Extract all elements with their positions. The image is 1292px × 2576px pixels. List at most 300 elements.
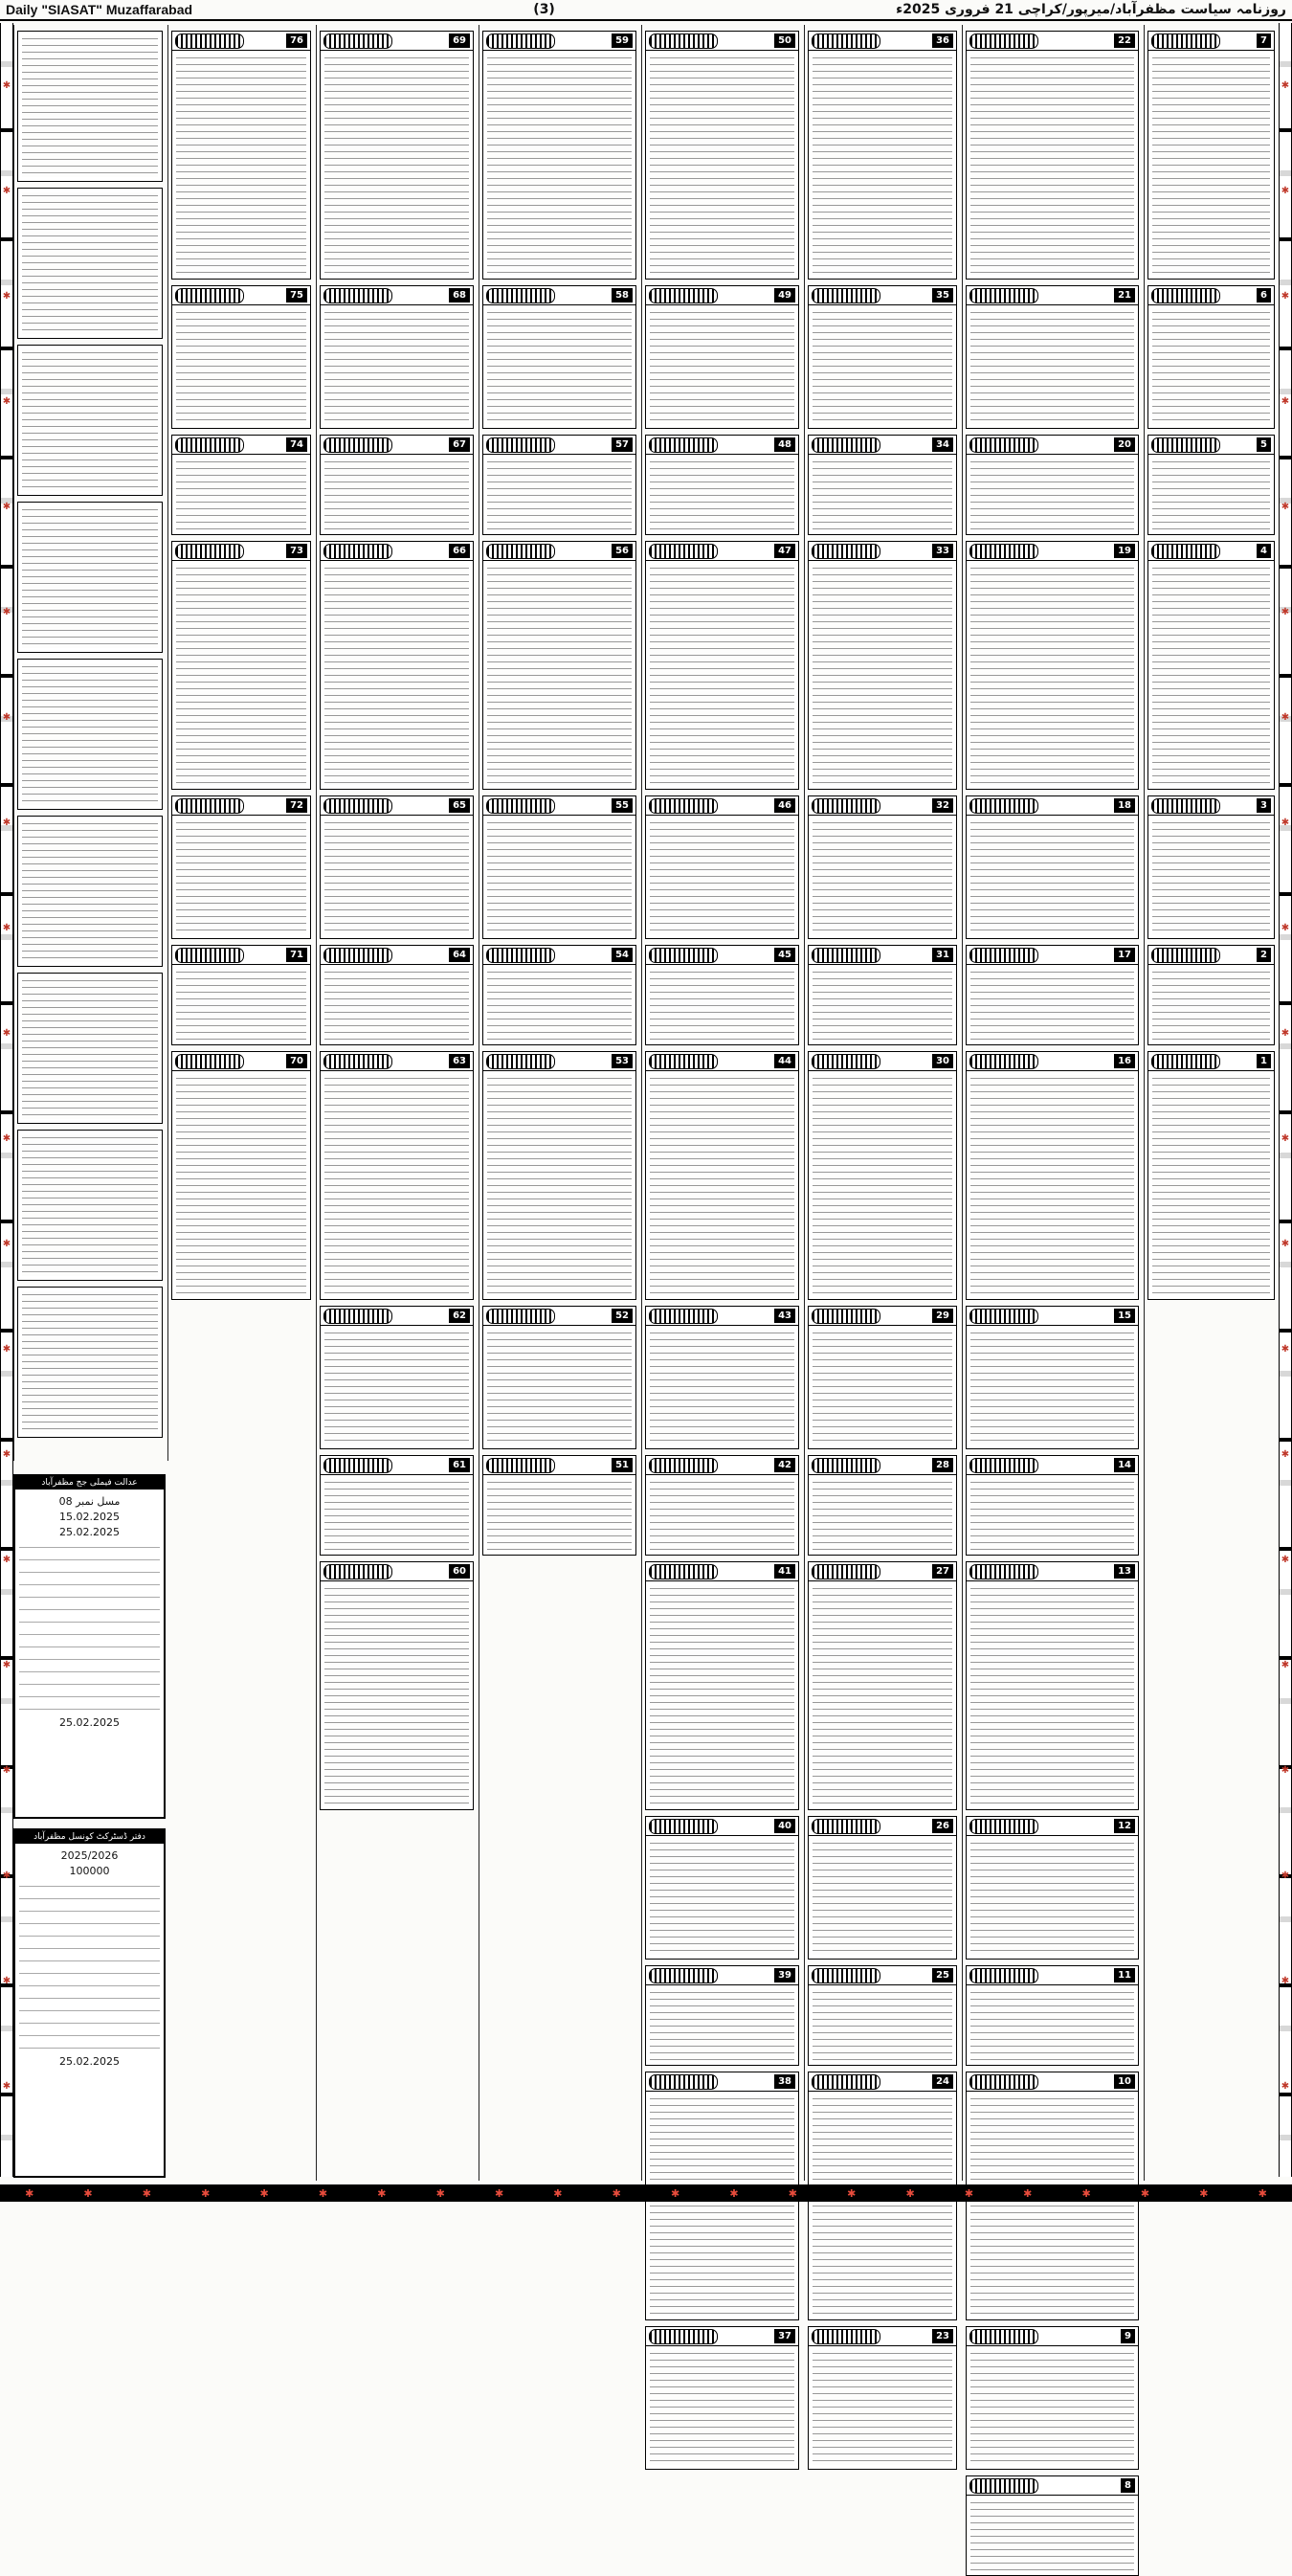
ad-number: 30 — [932, 1054, 953, 1068]
text-block-body — [22, 1134, 158, 1276]
ad-header — [321, 1052, 473, 1071]
ad-header — [172, 946, 310, 965]
siasat-logo-icon — [175, 34, 244, 49]
ad-body-text — [487, 819, 632, 934]
siasat-logo-icon — [1151, 437, 1220, 453]
ad-header — [967, 1966, 1138, 1985]
siasat-logo-icon — [812, 1564, 880, 1579]
star-ornament-icon: ✱ — [1281, 1870, 1290, 1881]
siasat-logo-icon — [812, 34, 880, 49]
ad-body-text — [176, 1075, 306, 1295]
ad-number: 67 — [449, 437, 470, 452]
classified-ad — [320, 795, 474, 939]
star-ornament-icon: ✱ — [494, 2186, 504, 2200]
ad-body-text — [813, 1479, 952, 1551]
siasat-logo-icon — [1151, 948, 1220, 963]
classified-ad — [1147, 795, 1275, 939]
siasat-logo-icon — [323, 544, 392, 559]
ad-header — [967, 436, 1138, 455]
siasat-logo-icon — [486, 544, 555, 559]
ad-header — [321, 32, 473, 51]
ad-number: 3 — [1257, 798, 1271, 813]
ad-number: 25 — [932, 1968, 953, 1982]
siasat-logo-icon — [812, 1819, 880, 1834]
classified-ad — [966, 795, 1139, 939]
classified-ad — [645, 2326, 799, 2470]
siasat-logo-icon — [486, 288, 555, 303]
classified-ad — [1147, 31, 1275, 280]
siasat-logo-icon — [486, 1054, 555, 1069]
classified-ad — [966, 541, 1139, 790]
classified-ad — [320, 285, 474, 429]
siasat-logo-icon — [649, 948, 718, 963]
classified-ad — [645, 1816, 799, 1960]
ad-body-text — [650, 969, 794, 1041]
ad-number: 48 — [774, 437, 795, 452]
text-block — [17, 816, 163, 967]
star-ornament-icon: ✱ — [1281, 186, 1290, 196]
star-ornament-icon: ✱ — [2, 1239, 11, 1249]
ad-header — [483, 436, 635, 455]
siasat-logo-icon — [649, 798, 718, 814]
ad-header — [321, 436, 473, 455]
siasat-logo-icon — [1151, 544, 1220, 559]
ad-header — [1148, 946, 1274, 965]
ad-number: 55 — [612, 798, 633, 813]
ad-body-text — [487, 309, 632, 424]
ad-body-text — [970, 565, 1134, 785]
ad-body-text — [650, 1330, 794, 1445]
text-block-body — [22, 192, 158, 334]
ad-header — [809, 32, 956, 51]
ad-header — [646, 32, 798, 51]
classified-ad — [645, 1561, 799, 1810]
star-ornament-icon: ✱ — [1281, 502, 1290, 512]
text-block-body — [22, 1291, 158, 1433]
notice-1-line: 15.02.2025 — [59, 1511, 120, 1523]
footer-decorative-strip — [0, 2184, 1292, 2202]
ad-body-text — [324, 459, 469, 530]
star-ornament-icon: ✱ — [435, 2186, 445, 2200]
ad-body-text — [487, 459, 632, 530]
ad-body-text — [813, 1330, 952, 1445]
ad-header — [483, 796, 635, 816]
ad-header — [646, 436, 798, 455]
page-number: (3) — [533, 2, 555, 17]
classified-ad — [966, 1561, 1139, 1810]
ad-body-text — [970, 1330, 1134, 1445]
ad-number: 40 — [774, 1819, 795, 1833]
column-1 — [1144, 25, 1278, 2181]
classified-ad — [320, 435, 474, 535]
column-7 — [167, 25, 314, 1461]
text-block — [17, 659, 163, 810]
star-ornament-icon: ✱ — [964, 2186, 974, 2200]
ad-number: 28 — [932, 1458, 953, 1472]
ad-body-text — [650, 1989, 794, 2061]
classified-ad — [808, 795, 957, 939]
ad-header — [809, 436, 956, 455]
star-ornament-icon: ✱ — [1281, 1976, 1290, 1986]
star-ornament-icon: ✱ — [2, 1344, 11, 1355]
ad-header — [967, 1456, 1138, 1475]
classified-ad — [645, 1051, 799, 1300]
ad-body-text — [176, 565, 306, 785]
ad-number: 70 — [286, 1054, 307, 1068]
classified-ad — [1147, 435, 1275, 535]
ad-number: 75 — [286, 288, 307, 302]
siasat-logo-icon — [175, 798, 244, 814]
ad-body-text — [176, 459, 306, 530]
ad-body-text — [324, 1330, 469, 1445]
ad-header — [967, 1817, 1138, 1836]
siasat-logo-icon — [649, 544, 718, 559]
classified-ad — [966, 1455, 1139, 1556]
star-ornament-icon: ✱ — [1281, 1555, 1290, 1565]
ad-body-text — [813, 2350, 952, 2465]
ad-number: 74 — [286, 437, 307, 452]
classified-ad — [808, 945, 957, 1045]
ad-number: 76 — [286, 34, 307, 48]
ad-number: 11 — [1114, 1968, 1135, 1982]
ad-body-text — [970, 55, 1134, 275]
court-notice-1 — [13, 1474, 166, 1819]
siasat-logo-icon — [969, 437, 1038, 453]
siasat-logo-icon — [812, 1054, 880, 1069]
ad-header — [646, 796, 798, 816]
ad-header — [967, 542, 1138, 561]
masthead — [0, 0, 1292, 21]
text-block — [17, 973, 163, 1124]
ad-number: 38 — [774, 2074, 795, 2089]
star-ornament-icon: ✱ — [729, 2186, 739, 2200]
siasat-logo-icon — [969, 544, 1038, 559]
ad-header — [172, 1052, 310, 1071]
classified-ad — [482, 31, 636, 280]
ad-body-text — [813, 459, 952, 530]
ad-body-text — [970, 1075, 1134, 1295]
classified-ad — [966, 435, 1139, 535]
ad-body-text — [650, 565, 794, 785]
ad-number: 19 — [1114, 544, 1135, 558]
ad-header — [646, 286, 798, 305]
siasat-logo-icon — [323, 1309, 392, 1324]
star-ornament-icon: ✱ — [1281, 396, 1290, 407]
ad-body-text — [650, 1840, 794, 1955]
star-ornament-icon: ✱ — [2, 2081, 11, 2092]
ad-header — [646, 542, 798, 561]
text-block — [17, 1130, 163, 1281]
siasat-logo-icon — [1151, 34, 1220, 49]
classified-ad — [966, 1816, 1139, 1960]
ad-number: 7 — [1257, 34, 1271, 48]
ad-number: 2 — [1257, 948, 1271, 962]
ad-number: 63 — [449, 1054, 470, 1068]
siasat-logo-icon — [649, 1309, 718, 1324]
ad-number: 47 — [774, 544, 795, 558]
ad-header — [967, 946, 1138, 965]
ad-body-text — [324, 1585, 469, 1805]
ad-body-text — [650, 55, 794, 275]
ad-body-text — [1152, 819, 1270, 934]
ad-number: 57 — [612, 437, 633, 452]
star-ornament-icon: ✱ — [1281, 291, 1290, 302]
star-ornament-icon: ✱ — [2, 396, 11, 407]
ad-header — [172, 32, 310, 51]
ad-body-text — [970, 969, 1134, 1041]
ad-body-text — [813, 1585, 952, 1805]
ad-header — [809, 1817, 956, 1836]
ad-header — [172, 286, 310, 305]
ad-header — [483, 946, 635, 965]
ad-number: 31 — [932, 948, 953, 962]
siasat-logo-icon — [649, 1819, 718, 1834]
classified-ad — [482, 435, 636, 535]
ad-body-text — [650, 1075, 794, 1295]
ad-number: 68 — [449, 288, 470, 302]
ad-body-text — [324, 55, 469, 275]
siasat-logo-icon — [969, 2478, 1038, 2494]
text-block-body — [22, 35, 158, 177]
ad-number: 8 — [1121, 2478, 1135, 2493]
ad-number: 50 — [774, 34, 795, 48]
ad-number: 65 — [449, 798, 470, 813]
classified-ad — [966, 2475, 1139, 2576]
ad-body-text — [650, 1585, 794, 1805]
siasat-logo-icon — [323, 1458, 392, 1473]
ad-body-text — [1152, 1075, 1270, 1295]
classified-ad — [482, 1306, 636, 1449]
ad-body-text — [650, 459, 794, 530]
star-ornament-icon: ✱ — [377, 2186, 387, 2200]
ad-number: 34 — [932, 437, 953, 452]
ad-header — [1148, 436, 1274, 455]
ad-header — [646, 1562, 798, 1581]
siasat-logo-icon — [649, 2074, 718, 2090]
text-block-body — [22, 506, 158, 648]
ad-body-text — [813, 969, 952, 1041]
star-ornament-icon: ✱ — [83, 2186, 93, 2200]
siasat-logo-icon — [486, 798, 555, 814]
siasat-logo-icon — [649, 1458, 718, 1473]
ad-body-text — [970, 819, 1134, 934]
ad-body-text — [970, 1479, 1134, 1551]
star-ornament-icon: ✱ — [2, 818, 11, 828]
ad-header — [809, 1456, 956, 1475]
classified-ad — [966, 285, 1139, 429]
ad-header — [483, 286, 635, 305]
ad-header — [646, 2327, 798, 2346]
star-ornament-icon: ✱ — [2, 1028, 11, 1039]
ad-header — [809, 1966, 956, 1985]
star-ornament-icon: ✱ — [25, 2186, 34, 2200]
ad-body-text — [813, 309, 952, 424]
classified-ad — [482, 945, 636, 1045]
right-decorative-strip — [1279, 23, 1292, 2177]
ad-number: 22 — [1114, 34, 1135, 48]
ad-number: 24 — [932, 2074, 953, 2089]
ad-body-text — [487, 1330, 632, 1445]
column-2 — [962, 25, 1142, 2491]
text-block-body — [22, 663, 158, 805]
ad-body-text — [487, 565, 632, 785]
ad-number: 64 — [449, 948, 470, 962]
classified-ad — [1147, 285, 1275, 429]
ad-header — [1148, 1052, 1274, 1071]
classified-ad — [171, 1051, 311, 1300]
ad-number: 10 — [1114, 2074, 1135, 2089]
classified-ad — [966, 945, 1139, 1045]
ad-body-text — [1152, 565, 1270, 785]
siasat-logo-icon — [649, 1564, 718, 1579]
ad-body-text — [176, 969, 306, 1041]
ad-number: 15 — [1114, 1309, 1135, 1323]
star-ornament-icon: ✱ — [1199, 2186, 1209, 2200]
ad-number: 59 — [612, 34, 633, 48]
ad-number: 45 — [774, 948, 795, 962]
ad-header — [321, 542, 473, 561]
ad-body-text — [970, 1585, 1134, 1805]
ad-number: 58 — [612, 288, 633, 302]
ad-body-text — [487, 969, 632, 1041]
siasat-logo-icon — [175, 437, 244, 453]
classified-ad — [482, 1455, 636, 1556]
siasat-logo-icon — [969, 1458, 1038, 1473]
siasat-logo-icon — [969, 34, 1038, 49]
ad-body-text — [813, 565, 952, 785]
ad-number: 51 — [612, 1458, 633, 1472]
ad-body-text — [324, 565, 469, 785]
ad-body-text — [650, 819, 794, 934]
classified-ad — [171, 31, 311, 280]
ad-header — [321, 1307, 473, 1326]
ad-header — [809, 946, 956, 965]
siasat-logo-icon — [175, 288, 244, 303]
ad-number: 16 — [1114, 1054, 1135, 1068]
classified-ad — [645, 945, 799, 1045]
star-ornament-icon: ✱ — [1258, 2186, 1267, 2200]
ad-number: 56 — [612, 544, 633, 558]
classified-ad — [808, 1965, 957, 2066]
ad-number: 6 — [1257, 288, 1271, 302]
ad-header — [483, 32, 635, 51]
ad-number: 14 — [1114, 1458, 1135, 1472]
classified-ad — [320, 1051, 474, 1300]
star-ornament-icon: ✱ — [1281, 1028, 1290, 1039]
ad-header — [321, 1456, 473, 1475]
siasat-logo-icon — [812, 544, 880, 559]
ad-header — [646, 1456, 798, 1475]
ad-body-text — [813, 1840, 952, 1955]
star-ornament-icon: ✱ — [1140, 2186, 1150, 2200]
ad-header — [646, 1052, 798, 1071]
ad-number: 60 — [449, 1564, 470, 1579]
siasat-logo-icon — [969, 1309, 1038, 1324]
ad-number: 43 — [774, 1309, 795, 1323]
ad-body-text — [650, 1479, 794, 1551]
ad-header — [967, 286, 1138, 305]
ad-header — [809, 1307, 956, 1326]
notice-1-line: مسل نمبر 08 — [58, 1495, 121, 1508]
star-ornament-icon: ✱ — [788, 2186, 797, 2200]
classified-ad — [966, 1051, 1139, 1300]
ad-number: 69 — [449, 34, 470, 48]
ad-number: 18 — [1114, 798, 1135, 813]
siasat-logo-icon — [649, 2329, 718, 2344]
ad-header — [1148, 796, 1274, 816]
column-4 — [641, 25, 802, 2341]
ad-body-text — [970, 2095, 1134, 2316]
ad-header — [172, 796, 310, 816]
siasat-logo-icon — [1151, 288, 1220, 303]
siasat-logo-icon — [649, 1968, 718, 1983]
ad-number: 20 — [1114, 437, 1135, 452]
siasat-logo-icon — [175, 1054, 244, 1069]
text-block-body — [22, 820, 158, 962]
siasat-logo-icon — [969, 288, 1038, 303]
notice-2-body — [19, 1880, 160, 2052]
ad-number: 9 — [1121, 2329, 1135, 2343]
star-ornament-icon: ✱ — [671, 2186, 680, 2200]
notice-1-line: 25.02.2025 — [59, 1716, 120, 1729]
ad-header — [483, 1456, 635, 1475]
star-ornament-icon: ✱ — [201, 2186, 211, 2200]
siasat-logo-icon — [175, 948, 244, 963]
star-ornament-icon: ✱ — [2, 502, 11, 512]
classified-ad — [645, 541, 799, 790]
siasat-logo-icon — [812, 288, 880, 303]
left-decorative-strip — [0, 23, 13, 2177]
siasat-logo-icon — [812, 948, 880, 963]
ad-number: 62 — [449, 1309, 470, 1323]
star-ornament-icon: ✱ — [1081, 2186, 1091, 2200]
classified-ad — [808, 31, 957, 280]
star-ornament-icon: ✱ — [259, 2186, 269, 2200]
ad-number: 26 — [932, 1819, 953, 1833]
siasat-logo-icon — [969, 1819, 1038, 1834]
ad-body-text — [487, 55, 632, 275]
siasat-logo-icon — [175, 544, 244, 559]
classified-ad — [966, 31, 1139, 280]
text-block-body — [22, 349, 158, 491]
ad-number: 1 — [1257, 1054, 1271, 1068]
ad-header — [1148, 286, 1274, 305]
ad-number: 41 — [774, 1564, 795, 1579]
star-ornament-icon: ✱ — [1281, 818, 1290, 828]
ad-header — [967, 796, 1138, 816]
ad-body-text — [650, 2350, 794, 2465]
ad-body-text — [970, 2350, 1134, 2465]
paper-title-english: Daily "SIASAT" Muzaffarabad — [6, 2, 193, 17]
siasat-logo-icon — [486, 437, 555, 453]
classified-ad — [645, 31, 799, 280]
ad-number: 29 — [932, 1309, 953, 1323]
notice-2-line: 100000 — [69, 1865, 110, 1877]
star-ornament-icon: ✱ — [1281, 607, 1290, 617]
ad-header — [646, 2072, 798, 2092]
classified-ad — [645, 1455, 799, 1556]
ad-header — [809, 796, 956, 816]
ad-header — [646, 946, 798, 965]
ad-header — [967, 1307, 1138, 1326]
classified-ad — [645, 1306, 799, 1449]
paper-title-urdu: روزنامہ سیاست مظفرآباد/میرپور/کراچی 21 فروری 2025ء — [896, 2, 1286, 17]
ad-number: 32 — [932, 798, 953, 813]
classified-ad — [645, 795, 799, 939]
ad-header — [646, 1817, 798, 1836]
ad-body-text — [970, 459, 1134, 530]
siasat-logo-icon — [649, 34, 718, 49]
